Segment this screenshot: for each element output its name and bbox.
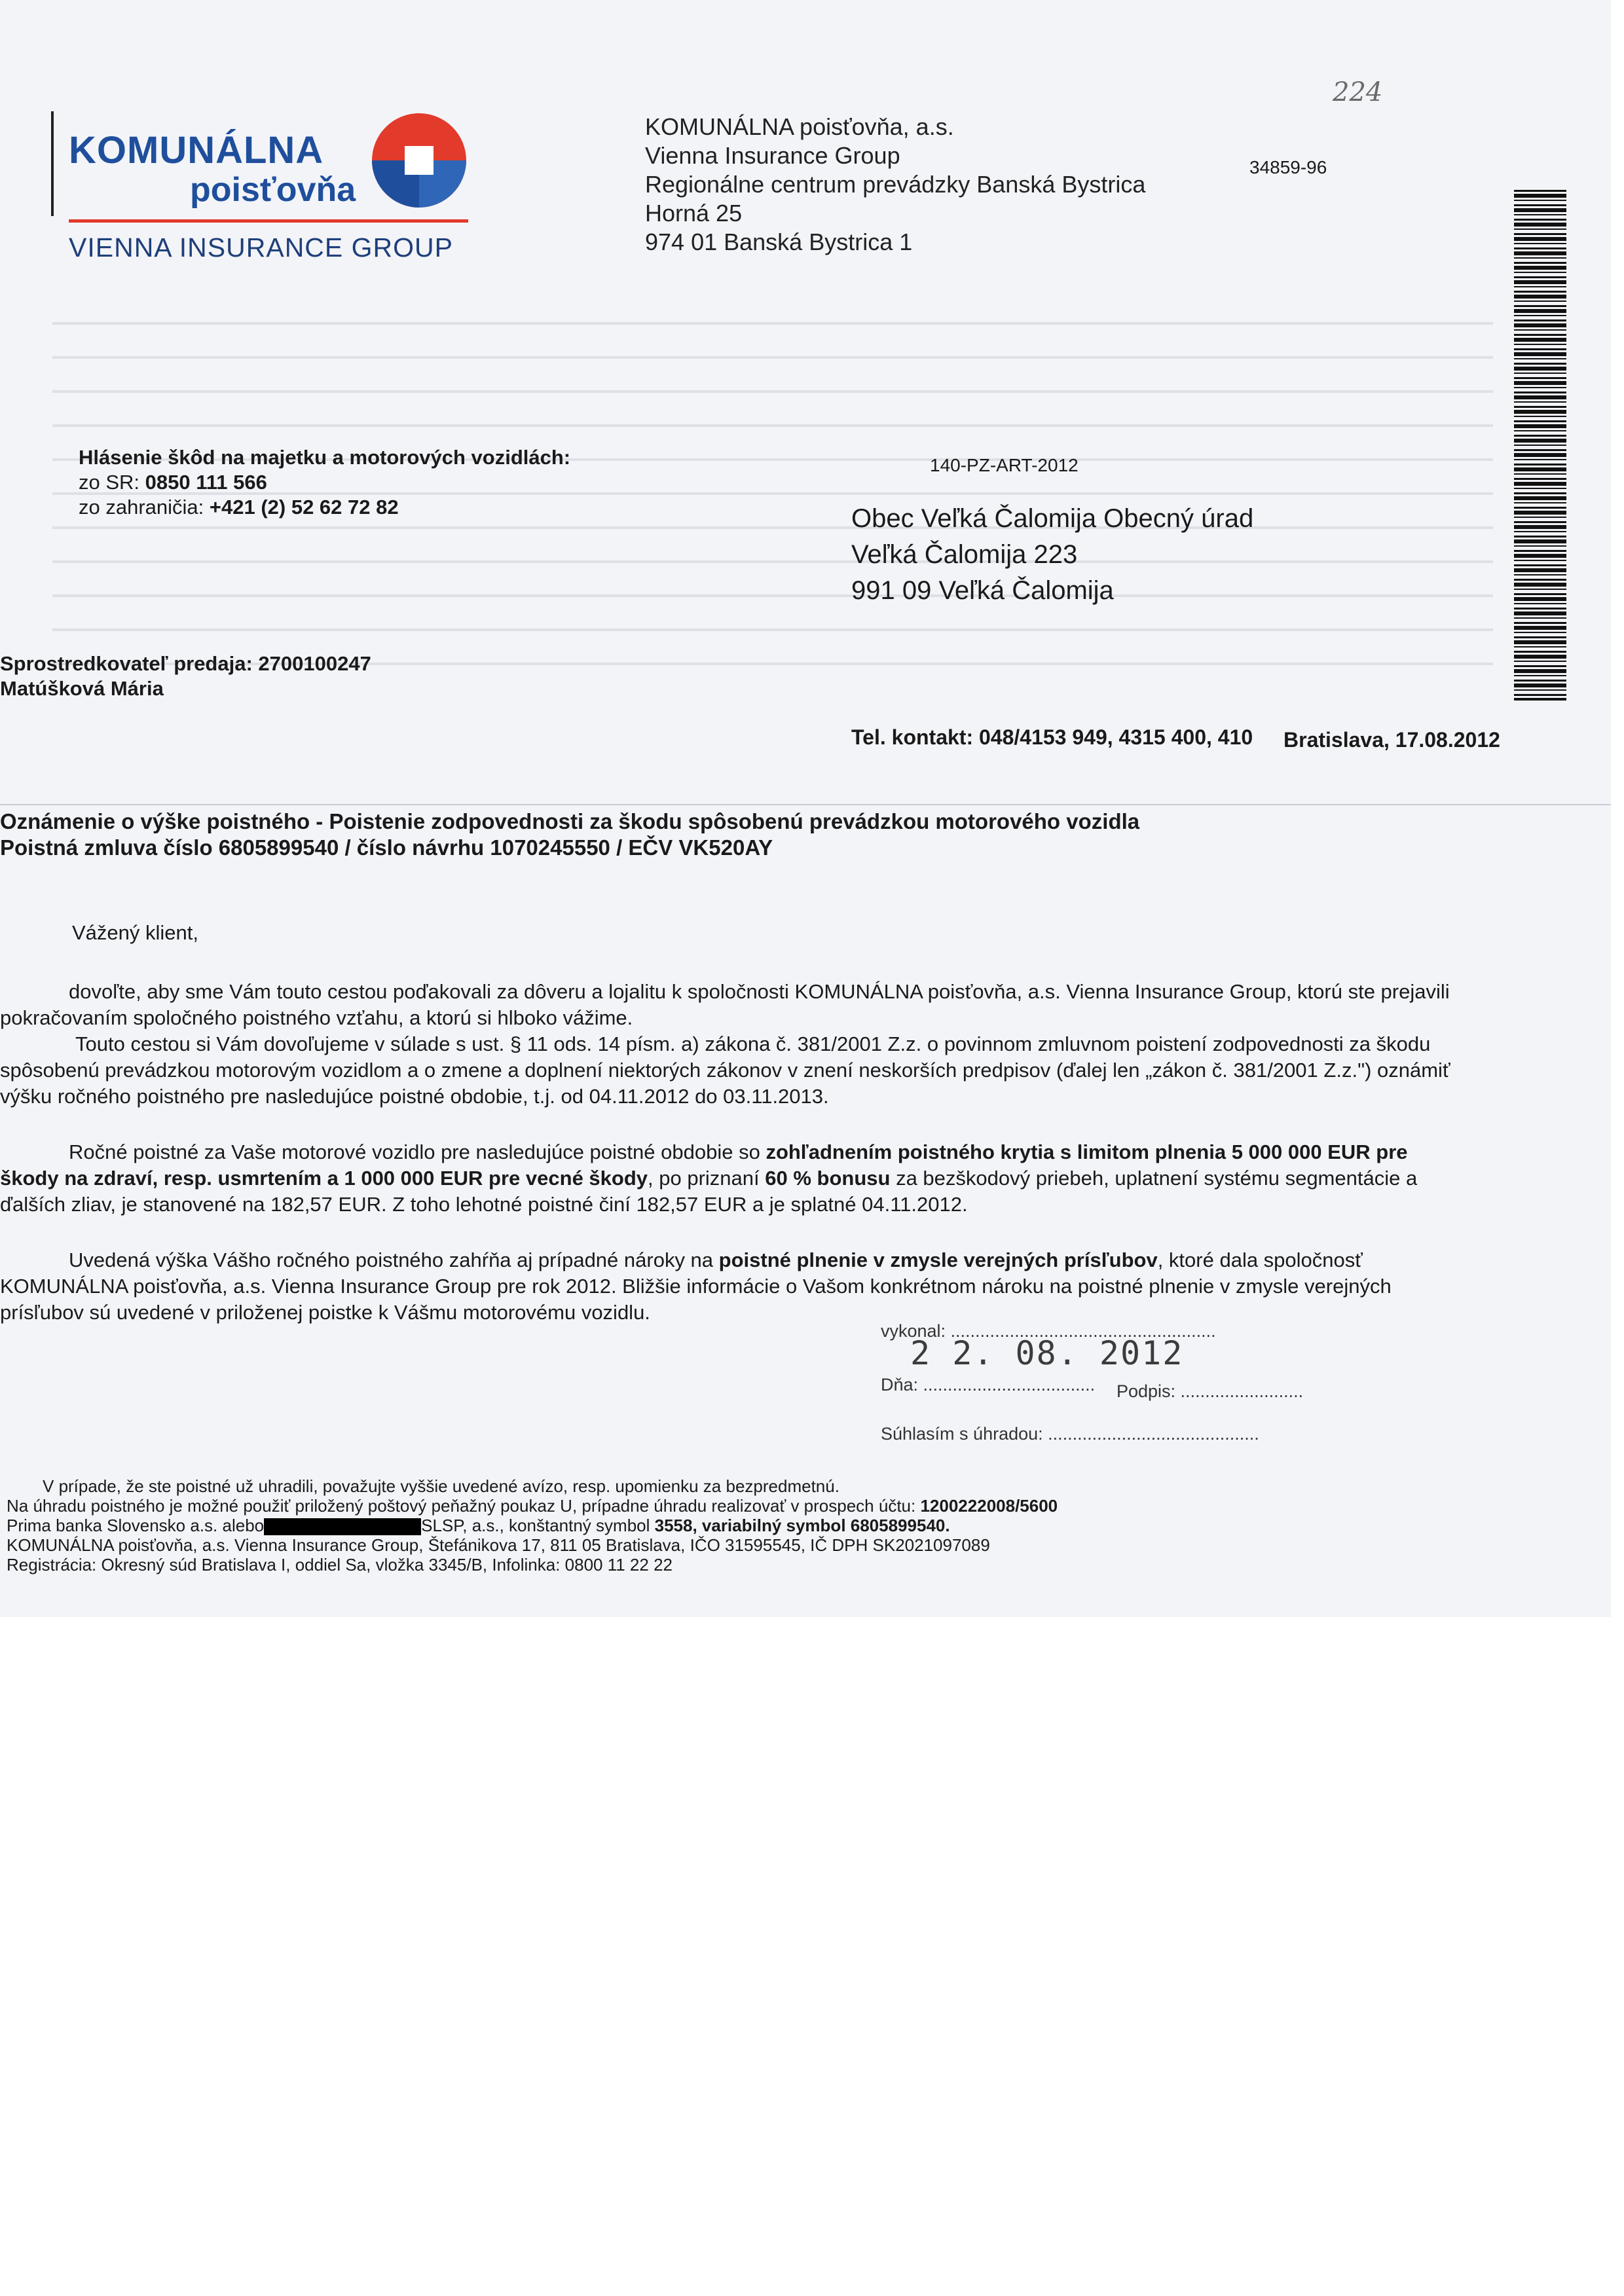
- logo-rule: [69, 219, 468, 223]
- body-emphasis: poistné plnenie v zmysle verejných prísľubov: [718, 1248, 1158, 1271]
- body-text: , po priznaní: [648, 1167, 766, 1190]
- sender-address: [645, 113, 1145, 257]
- payment-symbols: 3558, variabilný symbol 6805899540.: [654, 1516, 950, 1535]
- claims-contact: [79, 445, 570, 520]
- footer-line: Registrácia: Okresný súd Bratislava I, oddiel Sa, vložka 3345/B, Infolinka: 0800 11 22 22: [7, 1555, 673, 1575]
- sender-address-line: 974 01 Banská Bystrica 1: [645, 228, 913, 255]
- logo-group: VIENNA INSURANCE GROUP: [69, 232, 453, 263]
- claims-heading: Hlásenie škôd na majetku a motorových vozidlách:: [79, 446, 571, 469]
- payment-footer: [7, 1476, 1058, 1575]
- document-id: 34859-96: [1249, 157, 1327, 177]
- broker-info: [0, 651, 371, 701]
- recipient-line: 991 09 Veľká Čalomija: [851, 576, 1114, 605]
- phone-contact: Tel. kontakt: 048/4153 949, 4315 400, 410: [851, 725, 1253, 749]
- body-line: [0, 1165, 1417, 1192]
- body-line: dovoľte, aby sme Vám touto cestou poďakovali za dôveru a lojalitu k spoločnosti KOMUNÁLNA poisťovňa, a.s. Vienna Insurance Group, ktorú ste prejavili: [69, 980, 1450, 1003]
- claims-sr-phone: 0850 111 566: [145, 471, 267, 494]
- broker-name: Matúšková Mária: [0, 677, 164, 700]
- subject-line: Oznámenie o výške poistného - Poistenie zodpovednosti za škodu spôsobenú prevádzkou motorového vozidla: [0, 809, 1140, 833]
- body-line: [69, 1247, 1363, 1273]
- footer-text: Na úhradu poistného je možné použiť priložený poštový peňažný poukaz U, prípadne úhradu realizovať v prospech účtu:: [7, 1496, 921, 1516]
- vykonal-field: vykonal: ......................................................: [881, 1321, 1216, 1341]
- body-line: pokračovaním spoločného poistného vzťahu, a ktorú si hlboko vážime.: [0, 1006, 633, 1029]
- footer-line: [7, 1496, 1058, 1516]
- sender-address-line: KOMUNÁLNA poisťovňa, a.s.: [645, 113, 954, 140]
- sender-address-line: Horná 25: [645, 200, 743, 227]
- date-field: Dňa: ...................................: [881, 1375, 1096, 1394]
- letter-subject: [0, 809, 1139, 861]
- claims-sr-label: zo SR:: [79, 471, 145, 494]
- body-line: ďalších zliav, je stanovené na 182,57 EUR. Z toho lehotné poistné činí 182,57 EUR a je splatné 04.11.2012.: [0, 1193, 968, 1216]
- footer-line: [7, 1516, 1058, 1535]
- footer-line: V prípade, že ste poistné už uhradili, považujte vyššie uvedené avízo, resp. upomienku za bezpredmetnú.: [43, 1476, 840, 1496]
- body-line: KOMUNÁLNA poisťovňa, a.s. Vienna Insurance Group pre rok 2012. Bližšie informácie o Vašom konkrétnom nároku na poistné plnenie v zmysle verejných: [0, 1275, 1392, 1298]
- body-text: Ročné poistné za Vaše motorové vozidlo pre nasledujúce poistné obdobie so: [69, 1140, 766, 1163]
- approval-field: Súhlasím s úhradou: ...........................................: [881, 1424, 1259, 1444]
- recipient-line: Obec Veľká Čalomija Obecný úrad: [851, 504, 1254, 533]
- claims-abroad-phone: +421 (2) 52 62 72 82: [209, 496, 399, 519]
- salutation: Vážený klient,: [72, 921, 198, 944]
- place-date: Bratislava, 17.08.2012: [1283, 728, 1500, 752]
- logo-name: KOMUNÁLNA: [69, 129, 324, 172]
- body-line: výšku ročného poistného pre nasledujúce poistné obdobie, t.j. od 04.11.2012 do 03.11.2013.: [0, 1085, 829, 1108]
- sender-address-line: Regionálne centrum prevádzky Banská Bystrica: [645, 171, 1146, 198]
- footer-text: Prima banka Slovensko a.s. alebo: [7, 1516, 265, 1535]
- recipient-line: Veľká Čalomija 223: [851, 540, 1078, 569]
- subject-line: Poistná zmluva číslo 6805899540 / číslo návrhu 1070245550 / EČV VK520AY: [0, 835, 773, 860]
- body-emphasis: 60 % bonusu: [765, 1167, 891, 1190]
- body-text: za bezškodový priebeh, uplatnení systému segmentácie a: [890, 1167, 1418, 1190]
- reference-code: 140-PZ-ART-2012: [930, 455, 1079, 475]
- body-line: spôsobenú prevádzkou motorovým vozidlom a o zmene a doplnení niektorých zákonov v znení neskorších predpisov (ďalej len „zákon č. 381/2001 Z.z.") oznámiť: [0, 1059, 1450, 1082]
- broker-line: Sprostredkovateľ predaja: 2700100247: [0, 652, 371, 675]
- footer-line: KOMUNÁLNA poisťovňa, a.s. Vienna Insurance Group, Štefánikova 17, 811 05 Bratislava, IČO 31595545, IČ DPH SK2021097089: [7, 1535, 990, 1556]
- claims-abroad-label: zo zahraničia:: [79, 496, 210, 519]
- body-text: Uvedená výška Vášho ročného poistného zahŕňa aj prípadné nároky na: [69, 1248, 719, 1271]
- sender-address-line: Vienna Insurance Group: [645, 142, 900, 169]
- logo-sub: poisťovňa: [190, 171, 356, 209]
- signature-field: Podpis: .........................: [1116, 1381, 1304, 1401]
- body-emphasis: zohľadnením poistného krytia s limitom plnenia 5 000 000 EUR pre: [766, 1140, 1408, 1163]
- handwritten-number: 224: [1333, 77, 1383, 107]
- date-stamp: 2 2. 08. 2012: [910, 1334, 1184, 1372]
- body-line: Touto cestou si Vám dovoľujeme v súlade s ust. § 11 ods. 14 písm. a) zákona č. 381/2001 Z.z. o povinnom zmluvnom poistení zodpovednosti za škodu: [75, 1032, 1431, 1055]
- recipient-address: [851, 501, 1253, 609]
- bank-account: 1200222008/5600: [920, 1496, 1058, 1516]
- body-emphasis: škody na zdraví, resp. usmrtením a 1 000 000 EUR pre vecné škody: [0, 1167, 648, 1190]
- body-text: , ktoré dala spoločnosť: [1157, 1248, 1363, 1271]
- barcode: [1514, 190, 1566, 701]
- footer-text: SLSP, a.s., konštantný symbol: [421, 1516, 655, 1535]
- body-line: prísľubov sú uvedené v priloženej poistke k Vášmu motorovému vozidlu.: [0, 1301, 650, 1324]
- body-line: [69, 1139, 1408, 1165]
- redaction-bar: [264, 1518, 421, 1535]
- logo-bar: [51, 111, 54, 216]
- paper-fold-line: [0, 804, 1611, 805]
- logo-emblem-icon: [367, 108, 471, 213]
